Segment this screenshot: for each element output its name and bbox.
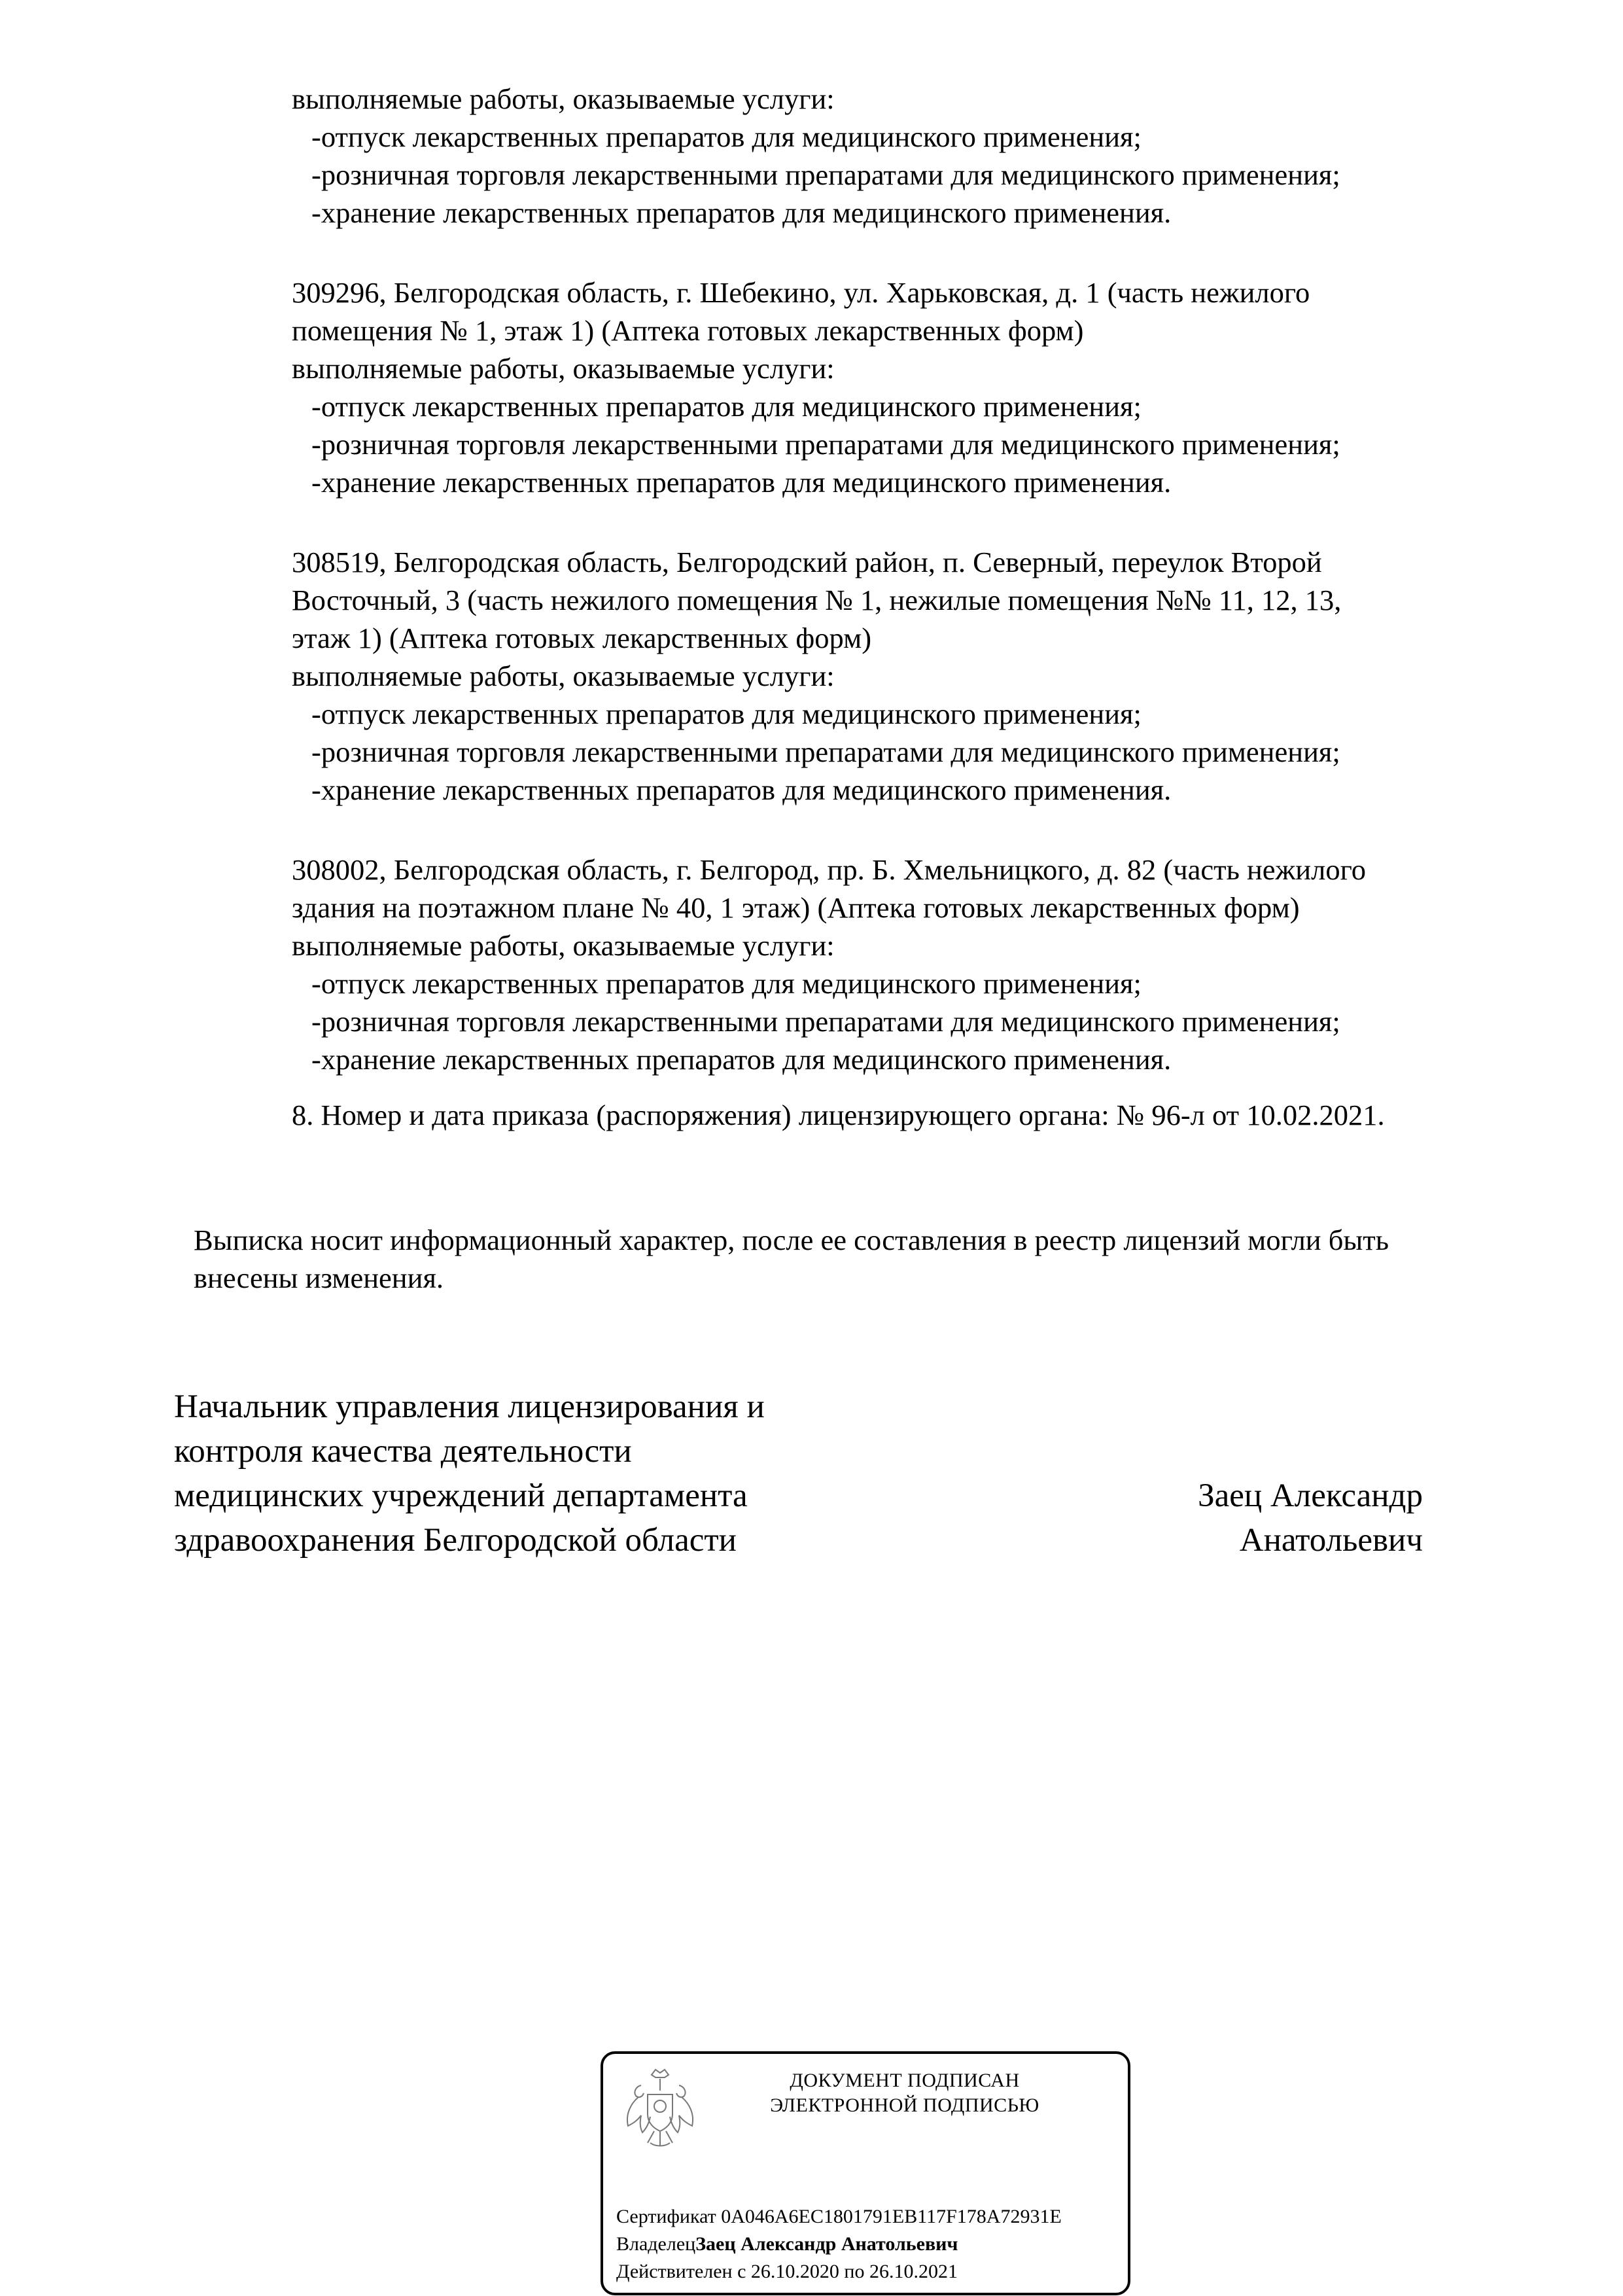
service-item: -розничная торговля лекарственными препаратами для медицинского применения; bbox=[311, 158, 1340, 191]
services-heading: выполняемые работы, оказываемые услуги: bbox=[292, 929, 835, 962]
services-heading: выполняемые работы, оказываемые услуги: bbox=[292, 352, 835, 385]
disclaimer-line: Выписка носит информационный характер, после ее составления в реестр лицензий могли быть bbox=[194, 1224, 1389, 1256]
service-item: -отпуск лекарственных препаратов для медицинского применения; bbox=[311, 967, 1142, 1000]
services-heading: выполняемые работы, оказываемые услуги: bbox=[292, 660, 835, 692]
address-line: 308519, Белгородская область, Белгородский район, п. Северный, переулок Второй bbox=[292, 546, 1322, 578]
address-line: 308002, Белгородская область, г. Белгород, пр. Б. Хмельницкого, д. 82 (часть нежилого bbox=[292, 853, 1366, 886]
stamp-title: ДОКУМЕНТ ПОДПИСАН bbox=[790, 2070, 1020, 2091]
stamp-owner-label: Владелец bbox=[616, 2233, 696, 2255]
stamp-certificate: Сертификат 0A046A6EC1801791EB117F178A72931E bbox=[616, 2206, 1062, 2227]
signatory-name-line: Анатольевич bbox=[1239, 1522, 1423, 1559]
position-line: контроля качества деятельности bbox=[174, 1433, 632, 1470]
position-line: Начальник управления лицензирования и bbox=[174, 1388, 765, 1425]
address-line: этаж 1) (Аптека готовых лекарственных форм) bbox=[292, 622, 872, 654]
stamp-validity: Действителен с 26.10.2020 по 26.10.2021 bbox=[616, 2261, 958, 2282]
service-item: -розничная торговля лекарственными препаратами для медицинского применения; bbox=[311, 735, 1340, 768]
service-item: -отпуск лекарственных препаратов для медицинского применения; bbox=[311, 120, 1142, 153]
address-line: 309296, Белгородская область, г. Шебекино, ул. Харьковская, д. 1 (часть нежилого bbox=[292, 276, 1310, 309]
service-item: -хранение лекарственных препаратов для медицинского применения. bbox=[311, 773, 1172, 806]
service-item: -розничная торговля лекарственными препаратами для медицинского применения; bbox=[311, 1005, 1340, 1038]
disclaimer-line: внесены изменения. bbox=[194, 1262, 444, 1294]
electronic-signature-stamp bbox=[601, 2051, 1130, 2295]
service-item: -хранение лекарственных препаратов для медицинского применения. bbox=[311, 196, 1172, 229]
service-item: -отпуск лекарственных препаратов для медицинского применения; bbox=[311, 698, 1142, 730]
signatory-name-line: Заец Александр bbox=[1198, 1477, 1423, 1514]
service-item: -хранение лекарственных препаратов для медицинского применения. bbox=[311, 466, 1172, 499]
services-heading: выполняемые работы, оказываемые услуги: bbox=[292, 82, 835, 115]
service-item: -отпуск лекарственных препаратов для медицинского применения; bbox=[311, 390, 1142, 423]
stamp-owner-name: Заец Александр Анатольевич bbox=[695, 2233, 958, 2255]
position-line: здравоохранения Белгородской области bbox=[174, 1522, 737, 1559]
address-line: здания на поэтажном плане № 40, 1 этаж) (Аптека готовых лекарственных форм) bbox=[292, 891, 1300, 924]
service-item: -розничная торговля лекарственными препаратами для медицинского применения; bbox=[311, 428, 1340, 461]
address-line: Восточный, 3 (часть нежилого помещения № 1, нежилые помещения №№ 11, 12, 13, bbox=[292, 584, 1342, 616]
address-line: помещения № 1, этаж 1) (Аптека готовых лекарственных форм) bbox=[292, 314, 1084, 347]
service-item: -хранение лекарственных препаратов для медицинского применения. bbox=[311, 1043, 1172, 1076]
position-line: медицинских учреждений департамента bbox=[174, 1477, 748, 1514]
stamp-owner bbox=[616, 2232, 958, 2257]
order-number-line: 8. Номер и дата приказа (распоряжения) лицензирующего органа: № 96-л от 10.02.2021. bbox=[292, 1099, 1385, 1131]
stamp-title: ЭЛЕКТРОННОЙ ПОДПИСЬЮ bbox=[770, 2094, 1039, 2116]
